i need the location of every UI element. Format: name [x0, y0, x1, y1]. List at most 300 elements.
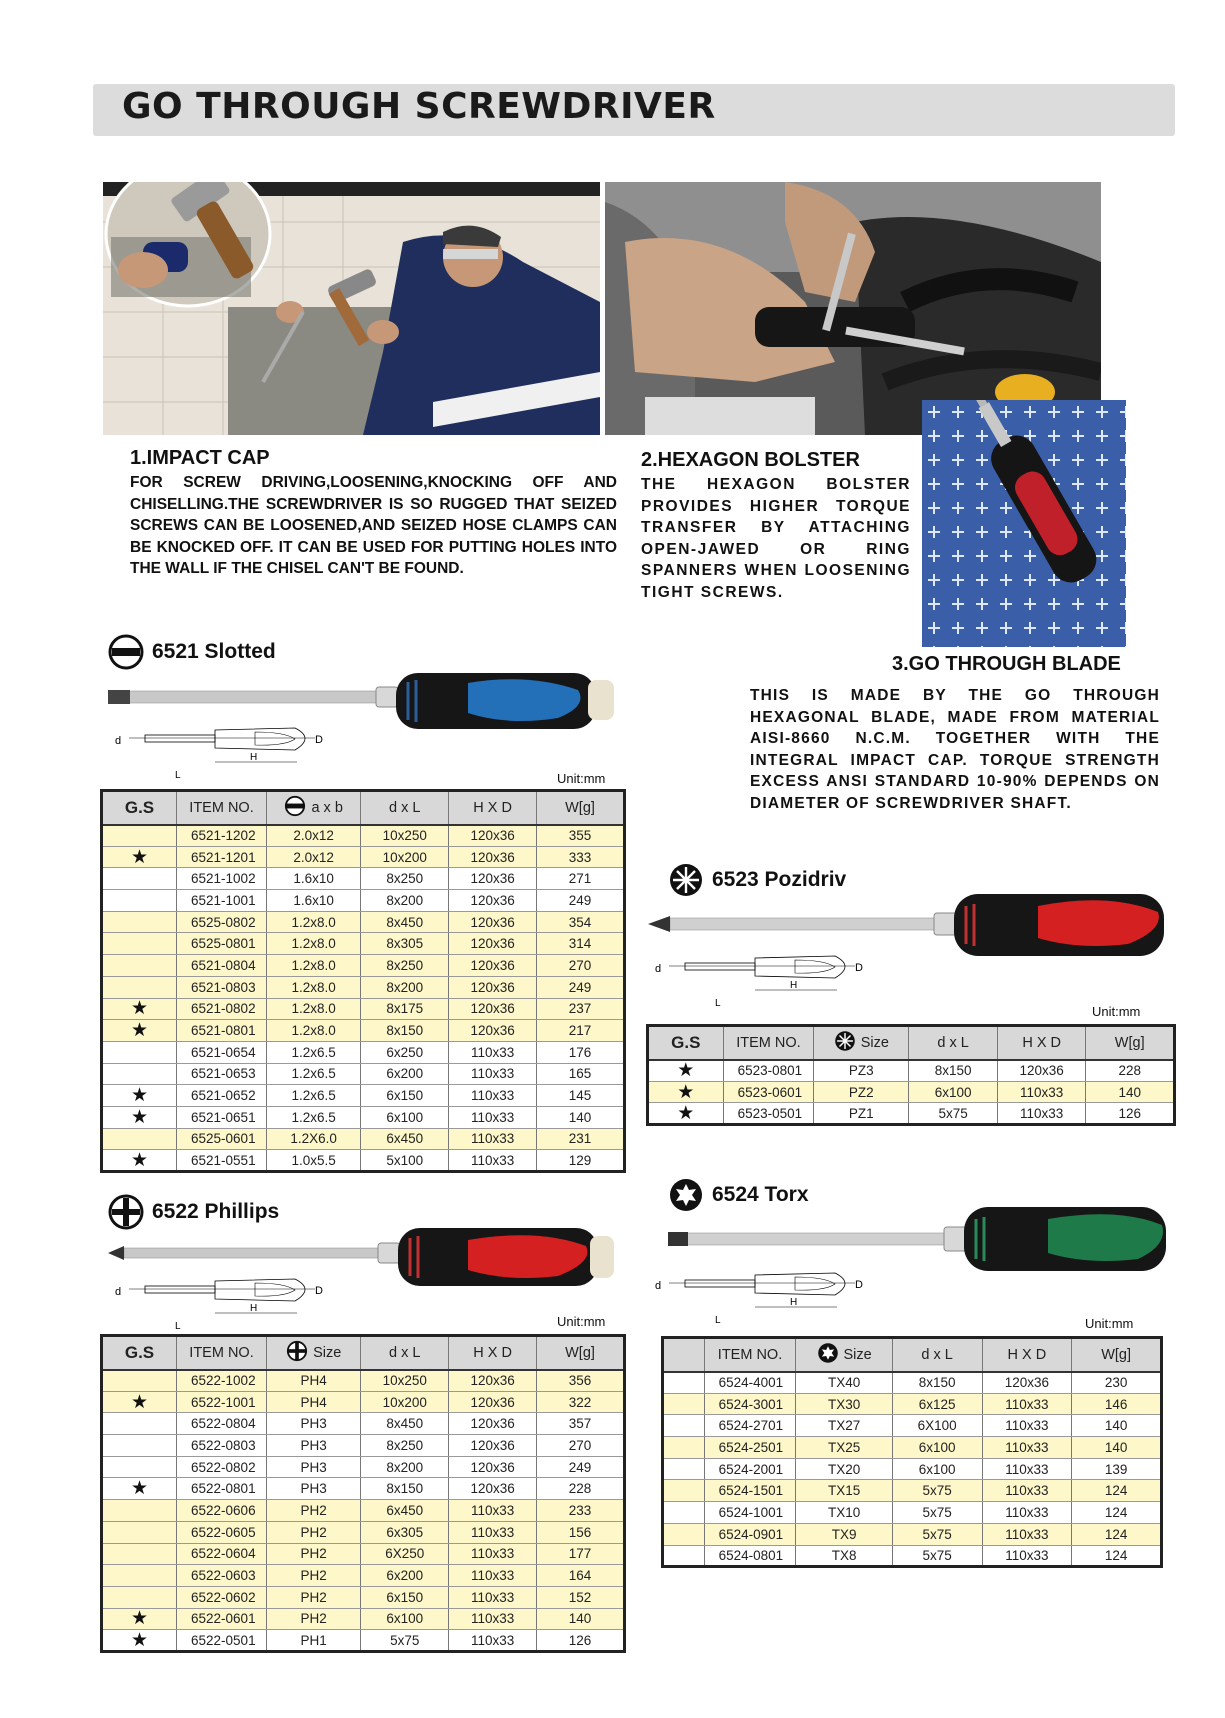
table-cell: 6524-1501 [704, 1480, 796, 1502]
table-cell: 6522-0602 [177, 1586, 267, 1608]
table-cell: 139 [1072, 1458, 1162, 1480]
gs-star-cell [102, 976, 177, 998]
hexagon-bolster-photo [605, 182, 1101, 435]
column-header: H X D [982, 1338, 1072, 1372]
table-cell: 2.0x12 [267, 846, 361, 868]
gs-star-cell: ★ [648, 1060, 724, 1082]
table-cell: 120x36 [449, 955, 537, 977]
gs-star-cell [102, 1435, 177, 1457]
table-cell: 1.6x10 [267, 890, 361, 912]
column-header: d x L [892, 1338, 982, 1372]
table-cell: 1.2x8.0 [267, 1020, 361, 1042]
table-cell: 6524-2701 [704, 1415, 796, 1437]
table-cell: 110x33 [982, 1458, 1072, 1480]
table-cell: 6x450 [361, 1128, 449, 1150]
table-row [102, 1456, 625, 1478]
table-cell: 120x36 [982, 1372, 1072, 1394]
table-cell: 6521-0653 [177, 1063, 267, 1085]
table-row [102, 1150, 625, 1172]
table-cell: PH2 [267, 1543, 361, 1565]
table-cell: 120x36 [449, 933, 537, 955]
table-cell: 6522-0804 [177, 1413, 267, 1435]
gs-star-cell [102, 911, 177, 933]
table-cell: PH3 [267, 1478, 361, 1500]
table-cell: 357 [537, 1413, 625, 1435]
table-cell: 6x450 [361, 1500, 449, 1522]
table-cell: 8x250 [361, 1435, 449, 1457]
table-cell: 2.0x12 [267, 825, 361, 847]
gs-star-cell [102, 1565, 177, 1587]
table-cell: 1.2x8.0 [267, 998, 361, 1020]
phillips-unit-label: Unit:mm [557, 1314, 606, 1329]
column-header [663, 1338, 705, 1372]
gs-star-cell [663, 1372, 705, 1394]
table-cell: 110x33 [982, 1502, 1072, 1524]
table-header-row [102, 1336, 625, 1370]
gs-star-cell [102, 933, 177, 955]
table-cell: 314 [537, 933, 625, 955]
gs-star-cell [102, 1413, 177, 1435]
table-cell: 1.2x8.0 [267, 955, 361, 977]
torx-dimension-diagram [655, 1267, 875, 1325]
table-row [102, 1500, 625, 1522]
table-row [663, 1393, 1162, 1415]
table-cell: 124 [1072, 1480, 1162, 1502]
table-cell: 322 [537, 1391, 625, 1413]
table-cell: 146 [1072, 1393, 1162, 1415]
table-cell: 6523-0801 [723, 1060, 814, 1082]
table-cell: TX40 [796, 1372, 892, 1394]
table-cell: 124 [1072, 1545, 1162, 1567]
table-row [102, 1063, 625, 1085]
table-cell: 140 [537, 1608, 625, 1630]
gs-star-cell: ★ [102, 1106, 177, 1128]
svg-text:L: L [175, 770, 181, 780]
gs-star-cell [102, 1370, 177, 1392]
table-cell: 165 [537, 1063, 625, 1085]
table-cell: PH3 [267, 1435, 361, 1457]
torx-tip-icon [817, 1342, 839, 1368]
column-header: Size [814, 1026, 909, 1060]
table-cell: 6522-0601 [177, 1608, 267, 1630]
table-cell: TX10 [796, 1502, 892, 1524]
table-cell: 120x36 [449, 1413, 537, 1435]
gs-star-cell [102, 1063, 177, 1085]
table-cell: 333 [537, 846, 625, 868]
table-row [102, 1128, 625, 1150]
gs-star-cell: ★ [102, 1608, 177, 1630]
table-cell: PH2 [267, 1586, 361, 1608]
table-cell: 110x33 [449, 1500, 537, 1522]
table-row [102, 1413, 625, 1435]
table-row [663, 1480, 1162, 1502]
column-header: H X D [449, 791, 537, 825]
table-cell: 1.2x8.0 [267, 933, 361, 955]
table-cell: 120x36 [449, 846, 537, 868]
table-row [102, 1085, 625, 1107]
svg-text:L: L [175, 1321, 181, 1331]
page-title: GO THROUGH SCREWDRIVER [122, 86, 716, 127]
svg-text:D: D [315, 1285, 323, 1297]
table-cell: PZ2 [814, 1081, 909, 1103]
table-cell: 120x36 [449, 911, 537, 933]
table-cell: 6x125 [892, 1393, 982, 1415]
table-cell: PH4 [267, 1370, 361, 1392]
table-cell: 6x100 [892, 1437, 982, 1459]
table-cell: 124 [1072, 1502, 1162, 1524]
table-cell: 6521-1201 [177, 846, 267, 868]
phillips-tip-icon [286, 1340, 308, 1366]
table-cell: 110x33 [449, 1586, 537, 1608]
table-row [102, 1608, 625, 1630]
table-cell: 6525-0801 [177, 933, 267, 955]
table-cell: 6521-0654 [177, 1041, 267, 1063]
table-row [102, 1020, 625, 1042]
table-cell: 120x36 [449, 1435, 537, 1457]
gs-star-cell: ★ [102, 846, 177, 868]
column-header: H X D [997, 1026, 1086, 1060]
table-cell: 120x36 [449, 868, 537, 890]
table-cell: 8x250 [361, 955, 449, 977]
pozidriv-title: 6523 Pozidriv [712, 868, 847, 891]
table-cell: 152 [537, 1586, 625, 1608]
hexagon-bolster-body: THE HEXAGON BOLSTER PROVIDES HIGHER TORQUE TRANSFER BY ATTACHING OPEN-JAWED OR RING SPANNERS WHEN LOOSENING TIGHT SCREWS. [641, 476, 911, 601]
table-cell: 177 [537, 1543, 625, 1565]
torx-spec-table [661, 1336, 1163, 1568]
column-header: d x L [909, 1026, 998, 1060]
table-cell: 6524-0801 [704, 1545, 796, 1567]
table-cell: 8x450 [361, 911, 449, 933]
gs-star-cell [102, 1543, 177, 1565]
go-through-blade-title: 3.GO THROUGH BLADE [892, 653, 1121, 675]
table-cell: 6522-0803 [177, 1435, 267, 1457]
gs-star-cell: ★ [102, 1630, 177, 1652]
table-cell: 129 [537, 1150, 625, 1172]
gs-star-cell [102, 1586, 177, 1608]
table-cell: 6521-0803 [177, 976, 267, 998]
table-row [663, 1437, 1162, 1459]
gs-star-cell [663, 1545, 705, 1567]
table-cell: PH2 [267, 1521, 361, 1543]
table-cell: 6522-0603 [177, 1565, 267, 1587]
pozidriv-tip-icon [834, 1030, 856, 1056]
table-cell: 6x150 [361, 1085, 449, 1107]
gs-star-cell: ★ [648, 1103, 724, 1125]
table-cell: 110x33 [982, 1545, 1072, 1567]
table-cell: 5x100 [361, 1150, 449, 1172]
table-row [102, 976, 625, 998]
table-row [648, 1081, 1175, 1103]
table-cell: 6x150 [361, 1586, 449, 1608]
gs-star-cell [663, 1480, 705, 1502]
table-cell: 6524-1001 [704, 1502, 796, 1524]
table-cell: 120x36 [449, 976, 537, 998]
table-cell: 217 [537, 1020, 625, 1042]
handle-closeup-photo [922, 400, 1126, 647]
column-header: Size [796, 1338, 892, 1372]
table-cell: 6x100 [909, 1081, 998, 1103]
column-header: W[g] [1072, 1338, 1162, 1372]
table-cell: 6522-0501 [177, 1630, 267, 1652]
svg-text:H: H [250, 752, 258, 763]
gs-star-cell [663, 1523, 705, 1545]
table-cell: 120x36 [449, 1020, 537, 1042]
table-cell: 6X250 [361, 1543, 449, 1565]
table-cell: 6x100 [892, 1458, 982, 1480]
table-cell: 6521-0651 [177, 1106, 267, 1128]
table-cell: 8x150 [892, 1372, 982, 1394]
slotted-tip-icon [284, 795, 306, 821]
pozidriv-unit-label: Unit:mm [1092, 1004, 1141, 1019]
table-cell: 5x75 [892, 1545, 982, 1567]
impact-cap-title: 1.IMPACT CAP [130, 447, 270, 469]
table-cell: 176 [537, 1041, 625, 1063]
table-cell: 126 [1086, 1103, 1175, 1125]
table-cell: 10x250 [361, 825, 449, 847]
gs-star-cell [663, 1415, 705, 1437]
table-cell: 270 [537, 955, 625, 977]
table-cell: PH3 [267, 1413, 361, 1435]
table-cell: 140 [1072, 1415, 1162, 1437]
table-row [102, 1370, 625, 1392]
table-row [102, 1106, 625, 1128]
phillips-title: 6522 Phillips [152, 1200, 280, 1223]
table-cell: 8x150 [361, 1020, 449, 1042]
slotted-title: 6521 Slotted [152, 640, 276, 663]
table-row [102, 890, 625, 912]
column-header: ITEM NO. [704, 1338, 796, 1372]
table-cell: 124 [1072, 1523, 1162, 1545]
table-cell: 6524-2001 [704, 1458, 796, 1480]
table-cell: 8x250 [361, 868, 449, 890]
column-header: W[g] [537, 791, 625, 825]
table-cell: PH1 [267, 1630, 361, 1652]
table-cell: 140 [1072, 1437, 1162, 1459]
table-cell: 8x150 [361, 1478, 449, 1500]
slotted-dimension-diagram [115, 722, 335, 780]
go-through-blade-body: THIS IS MADE BY THE GO THROUGH HEXAGONAL BLADE, MADE FROM MATERIAL AISI-8660 N.C.M. TOGETHER WITH THE INTEGRAL IMPACT CAP. TORQUE STRENGTH EXCESS ANSI STANDARD 10-90% DEPENDS ON DIAMETER OF SCREWDRIVER SHAFT. [750, 687, 1160, 812]
table-cell: 233 [537, 1500, 625, 1522]
table-cell: 8x175 [361, 998, 449, 1020]
table-cell: 110x33 [997, 1081, 1086, 1103]
table-cell: 6523-0501 [723, 1103, 814, 1125]
table-cell: 1.2x6.5 [267, 1085, 361, 1107]
column-header: a x b [267, 791, 361, 825]
impact-cap-photo [103, 182, 600, 435]
table-cell: 228 [537, 1478, 625, 1500]
gs-star-cell: ★ [102, 998, 177, 1020]
table-cell: 8x200 [361, 890, 449, 912]
table-row [663, 1545, 1162, 1567]
gs-star-cell: ★ [102, 1085, 177, 1107]
gs-star-cell: ★ [102, 1391, 177, 1413]
table-cell: 6521-0652 [177, 1085, 267, 1107]
slotted-tip-icon [108, 634, 144, 670]
svg-text:L: L [715, 998, 721, 1008]
table-cell: PH2 [267, 1500, 361, 1522]
table-cell: 110x33 [449, 1150, 537, 1172]
slotted-unit-label: Unit:mm [557, 771, 606, 786]
column-header: ITEM NO. [723, 1026, 814, 1060]
table-cell: 6x200 [361, 1565, 449, 1587]
svg-text:d: d [655, 1280, 662, 1292]
table-cell: 354 [537, 911, 625, 933]
table-cell: 110x33 [449, 1041, 537, 1063]
table-cell: 10x200 [361, 846, 449, 868]
column-header: W[g] [1086, 1026, 1175, 1060]
table-cell: 140 [1086, 1081, 1175, 1103]
table-row [102, 1478, 625, 1500]
table-cell: 6522-0604 [177, 1543, 267, 1565]
table-cell: 6522-1002 [177, 1370, 267, 1392]
table-row [102, 1041, 625, 1063]
table-row [102, 846, 625, 868]
table-cell: 145 [537, 1085, 625, 1107]
table-cell: 6x305 [361, 1521, 449, 1543]
table-cell: PH2 [267, 1565, 361, 1587]
table-cell: 6522-1001 [177, 1391, 267, 1413]
gs-star-cell [102, 1456, 177, 1478]
table-cell: 5x75 [892, 1502, 982, 1524]
table-cell: 6x250 [361, 1041, 449, 1063]
table-cell: TX25 [796, 1437, 892, 1459]
pozidriv-spec-table [646, 1024, 1176, 1126]
table-cell: 355 [537, 825, 625, 847]
svg-text:D: D [855, 1279, 863, 1291]
table-cell: TX8 [796, 1545, 892, 1567]
table-cell: 6524-2501 [704, 1437, 796, 1459]
table-cell: 164 [537, 1565, 625, 1587]
column-header: H X D [449, 1336, 537, 1370]
table-cell: 126 [537, 1630, 625, 1652]
impact-cap-body: FOR SCREW DRIVING,LOOSENING,KNOCKING OFF AND CHISELLING.THE SCREWDRIVER IS SO RUGGED THAT SEIZED SCREWS CAN BE LOOSENED,AND SEIZED HOSE CLAMPS CAN BE KNOCKED OFF. IT CAN BE USED FOR PUTTING HOLES INTO THE WALL IF THE CHISEL CAN'T BE FOUND. [130, 474, 617, 577]
table-cell: 6521-0804 [177, 955, 267, 977]
svg-text:d: d [115, 735, 122, 747]
table-cell: 228 [1086, 1060, 1175, 1082]
column-header: d x L [361, 1336, 449, 1370]
phillips-spec-table [100, 1334, 626, 1653]
table-cell: 110x33 [982, 1523, 1072, 1545]
hexagon-bolster-title: 2.HEXAGON BOLSTER [641, 449, 860, 471]
svg-text:H: H [250, 1303, 258, 1314]
gs-star-cell [663, 1458, 705, 1480]
table-cell: 8x200 [361, 976, 449, 998]
pozidriv-dimension-diagram [655, 950, 875, 1008]
slotted-heading [108, 634, 276, 670]
table-cell: 1.2x6.5 [267, 1106, 361, 1128]
table-cell: 110x33 [449, 1128, 537, 1150]
table-cell: 6521-0801 [177, 1020, 267, 1042]
table-cell: 110x33 [449, 1630, 537, 1652]
table-cell: 6521-1202 [177, 825, 267, 847]
torx-title: 6524 Torx [712, 1183, 809, 1206]
table-cell: 237 [537, 998, 625, 1020]
table-cell: 6521-0551 [177, 1150, 267, 1172]
table-cell: 110x33 [449, 1085, 537, 1107]
table-cell: 249 [537, 1456, 625, 1478]
table-cell: 356 [537, 1370, 625, 1392]
table-cell: 6524-0901 [704, 1523, 796, 1545]
table-cell: 110x33 [449, 1565, 537, 1587]
column-header: ITEM NO. [177, 1336, 267, 1370]
gs-star-cell: ★ [102, 1478, 177, 1500]
table-cell: 110x33 [449, 1106, 537, 1128]
table-cell: 6521-1001 [177, 890, 267, 912]
column-header: W[g] [537, 1336, 625, 1370]
table-cell: 110x33 [449, 1063, 537, 1085]
table-cell: 271 [537, 868, 625, 890]
table-cell: 5x75 [361, 1630, 449, 1652]
gs-star-cell [102, 890, 177, 912]
table-cell: PH3 [267, 1456, 361, 1478]
table-cell: 6521-1002 [177, 868, 267, 890]
table-header-row [663, 1338, 1162, 1372]
gs-star-cell [102, 1521, 177, 1543]
table-cell: 110x33 [982, 1437, 1072, 1459]
table-cell: 231 [537, 1128, 625, 1150]
gs-star-cell [663, 1502, 705, 1524]
table-header-row [648, 1026, 1175, 1060]
table-cell: PH4 [267, 1391, 361, 1413]
table-cell: 110x33 [449, 1521, 537, 1543]
table-cell: 8x305 [361, 933, 449, 955]
table-cell: 110x33 [982, 1415, 1072, 1437]
table-row [648, 1103, 1175, 1125]
table-cell: TX20 [796, 1458, 892, 1480]
svg-text:D: D [855, 962, 863, 974]
table-cell: 120x36 [449, 1391, 537, 1413]
table-cell: TX30 [796, 1393, 892, 1415]
table-cell: PZ3 [814, 1060, 909, 1082]
table-cell: 6524-4001 [704, 1372, 796, 1394]
gs-star-cell: ★ [102, 1150, 177, 1172]
table-row [102, 911, 625, 933]
table-row [102, 955, 625, 977]
table-cell: 1.2x8.0 [267, 911, 361, 933]
table-cell: 6522-0802 [177, 1456, 267, 1478]
table-cell: 6522-0606 [177, 1500, 267, 1522]
table-cell: 6x100 [361, 1106, 449, 1128]
column-header: G.S [648, 1026, 724, 1060]
table-cell: PH2 [267, 1608, 361, 1630]
table-row [663, 1415, 1162, 1437]
table-cell: 120x36 [449, 825, 537, 847]
table-row [102, 1391, 625, 1413]
table-row [102, 933, 625, 955]
table-cell: 110x33 [997, 1103, 1086, 1125]
column-header: G.S [102, 791, 177, 825]
gs-star-cell [663, 1437, 705, 1459]
table-row [102, 825, 625, 847]
table-cell: 8x150 [909, 1060, 998, 1082]
svg-text:d: d [115, 1286, 122, 1298]
gs-star-cell [102, 1500, 177, 1522]
table-cell: TX15 [796, 1480, 892, 1502]
svg-text:H: H [790, 980, 798, 991]
table-cell: 6522-0801 [177, 1478, 267, 1500]
table-cell: 110x33 [982, 1480, 1072, 1502]
table-cell: 6x200 [361, 1063, 449, 1085]
table-row [663, 1502, 1162, 1524]
table-cell: 1.2x6.5 [267, 1041, 361, 1063]
gs-star-cell [102, 825, 177, 847]
gs-star-cell [102, 1041, 177, 1063]
table-cell: 5x75 [892, 1523, 982, 1545]
gs-star-cell: ★ [102, 1020, 177, 1042]
table-cell: 8x200 [361, 1456, 449, 1478]
table-cell: 6525-0601 [177, 1128, 267, 1150]
table-row [102, 868, 625, 890]
